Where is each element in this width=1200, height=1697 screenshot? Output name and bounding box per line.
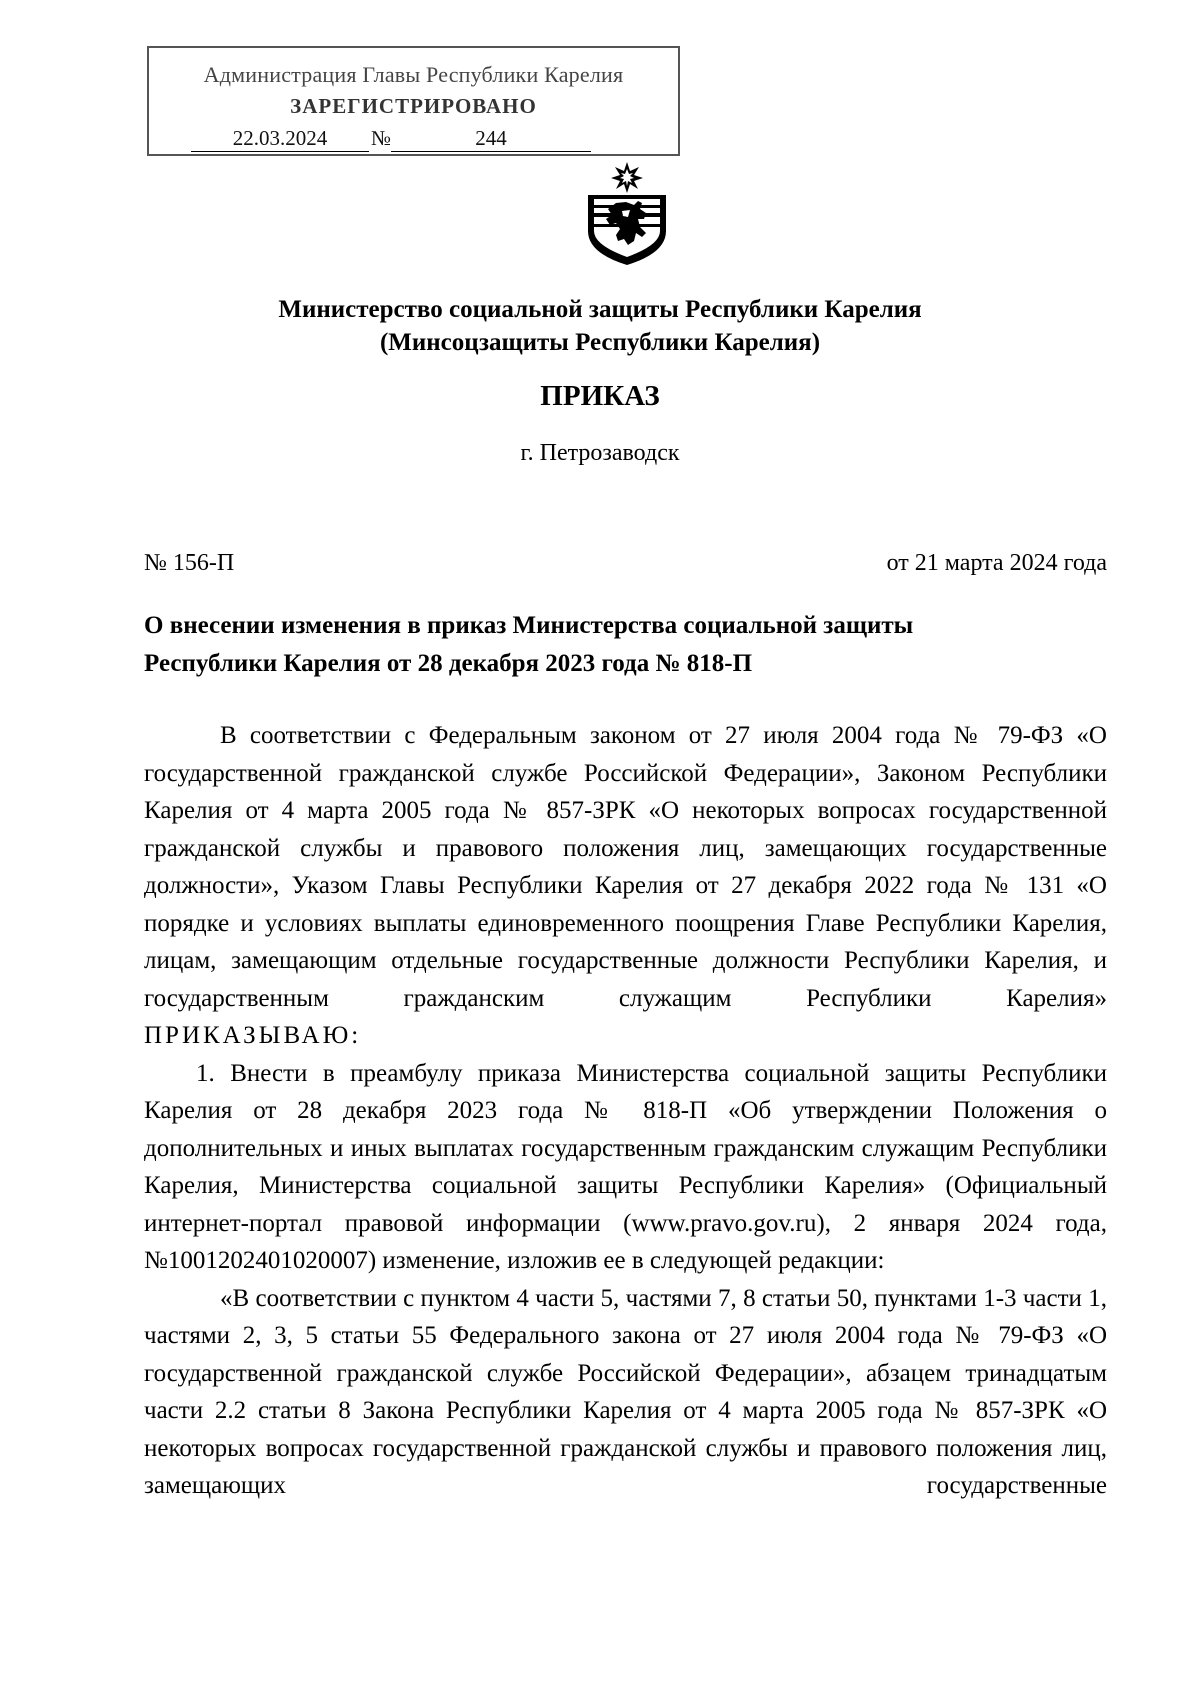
ministry-short-name: (Минсоцзащиты Республики Карелия) xyxy=(379,329,821,356)
ministry-name xyxy=(0,293,1200,359)
quote-paragraph: «В соответствии с пунктом 4 части 5, частями 7, 8 статьи 50, пунктами 1-3 части 1, частями 2, 3, 5 статьи 55 Федерального закона от 27 июля 2004 года № 79-ФЗ «О государственной гражданской службе Российской Федерации», абзацем тринадцатым части 2.2 статьи 8 Закона Республики Карелия от 4 марта 2005 года № 857-ЗРК «О некоторых вопросах государственной гражданской службы и правового положения лиц, замещающих государственные xyxy=(144,1284,1107,1499)
city: г. Петрозаводск xyxy=(520,440,680,466)
order-subject xyxy=(144,607,1064,683)
subject-line-1: О внесении изменения в приказ Министерства социальной защиты xyxy=(144,612,914,639)
item-1-paragraph: 1. Внести в преамбулу приказа Министерства социальной защиты Республики Карелия от 28 декабря 2023 года № 818-П «Об утверждении Положения о дополнительных и иных выплатах государственным гражданским служащим Республики Карелия, Министерства социальной защиты Республики Карелия» (Официальный интернет-портал правовой информации (www.pravo.gov.ru), 2 января 2024 года, №1001202401020007) изменение, изложив ее в следующей редакции: xyxy=(144,1059,1107,1274)
order-number-row xyxy=(144,550,1107,577)
ministry-full-name: Министерство социальной защиты Республики Карелия xyxy=(278,296,922,323)
document-title: ПРИКАЗ xyxy=(540,380,660,412)
order-number: № 156-П xyxy=(144,550,235,576)
stamp-number-label: № xyxy=(371,126,392,150)
star-icon xyxy=(611,162,643,193)
stamp-registration-row xyxy=(191,126,591,152)
stamp-registered: ЗАРЕГИСТРИРОВАНО xyxy=(290,94,537,118)
order-body xyxy=(144,717,1107,1505)
stamp-authority: Администрация Главы Республики Карелия xyxy=(203,62,624,87)
karelia-coat-of-arms-icon xyxy=(582,161,672,267)
stamp-date: 22.03.2024 xyxy=(191,126,369,152)
stamp-number: 244 xyxy=(391,126,591,152)
order-keyword: ПРИКАЗЫВАЮ: xyxy=(144,1022,362,1049)
subject-line-2: Республики Карелия от 28 декабря 2023 года № 818-П xyxy=(144,650,753,677)
order-date: от 21 марта 2024 года xyxy=(886,550,1107,576)
registration-stamp xyxy=(147,46,680,156)
preamble-paragraph: В соответствии с Федеральным законом от 27 июля 2004 года № 79-ФЗ «О государственной гражданской службе Российской Федерации», Законом Республики Карелия от 4 марта 2005 года № 857-ЗРК «О некоторых вопросах государственной гражданской службы и правового положения лиц, замещающих государственные должности», Указом Главы Республики Карелия от 27 декабря 2022 года № 131 «О порядке и условиях выплаты единовременного поощрения Главе Республики Карелия, лицам, замещающим отдельные государственные должности Республики Карелия, и государственным гражданским служащим Республики Карелия» xyxy=(144,722,1107,1012)
